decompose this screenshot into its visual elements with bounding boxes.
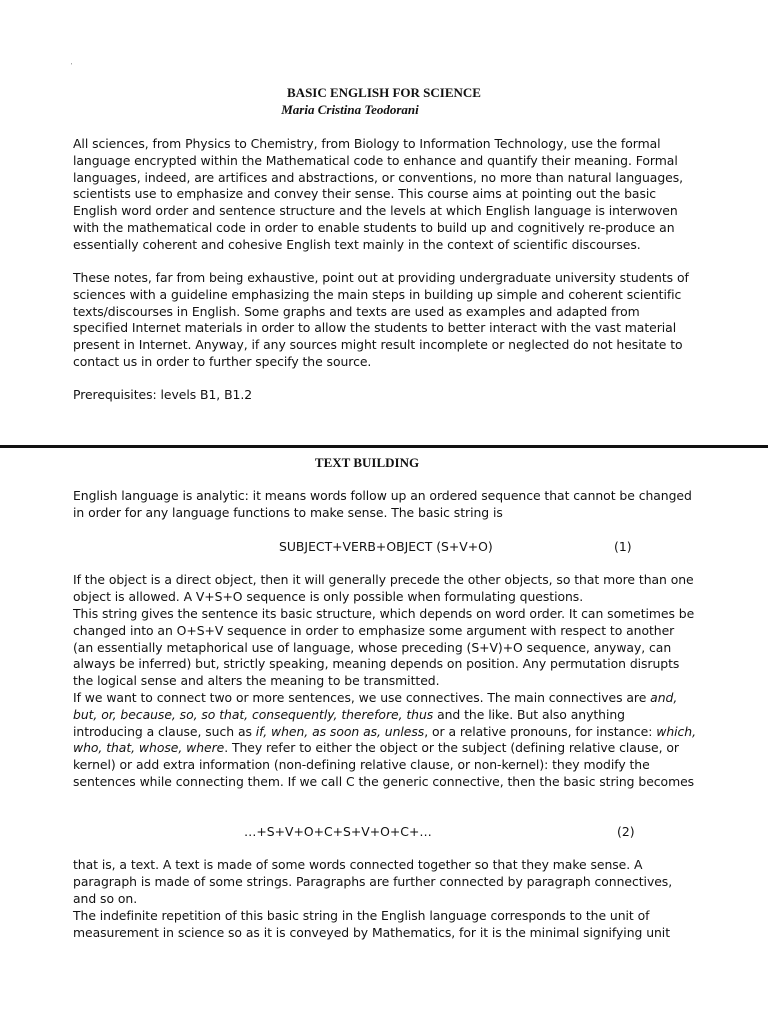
- p4-connectives: and, but, or, because, so, so that, consequently, therefore, thus: [73, 690, 678, 722]
- formula-1-number: (1): [614, 539, 632, 554]
- p4-relative-pronouns: which, who, that, whose, where: [73, 723, 696, 756]
- intro-paragraph-2: These notes, far from being exhaustive, point out at providing undergraduate university students of sciences with a guideline emphasizing the main steps in building up simple and coherent scientific texts/discourses in English. Some graphs and texts are used as examples and adapted from specified Internet materials in order to allow the students to better interact with the vast material present in Internet. Anyway, if any sources might result incomplete or neglected do not hesitate to contact us in order to further specify the source.: [73, 270, 689, 369]
- formula-1: SUBJECT+VERB+OBJECT (S+V+O): [279, 539, 493, 554]
- p4-text-g: . They refer to either the object or the subject (defining relative clause, or kernel) or add extra information (non-defining relative clause, or non-kernel): they modify the sentences while connecting them. If we call C the generic connective, then the basic string becomes: [73, 740, 695, 789]
- section-paragraph-6: The indefinite repetition of this basic string in the English language corresponds to the unit of measurement in science so as it is conveyed by Mathematics, for it is the minimal signifying unit: [73, 908, 671, 940]
- p4-text-a: If we want to connect two or more sentences, we use connectives. The main connectives are: [73, 690, 651, 705]
- p4-clause-words: if, when, as soon as, unless: [255, 723, 425, 739]
- section-paragraph-5: that is, a text. A text is made of some words connected together so that they make sense. A paragraph is made of some strings. Paragraphs are further connected by paragraph connectives, and so on.: [73, 857, 673, 906]
- section-paragraph-4: [73, 690, 698, 791]
- document-author: Maria Cristina Teodorani: [281, 102, 419, 117]
- prerequisites: Prerequisites: levels B1, B1.2: [73, 387, 253, 402]
- document-title: BASIC ENGLISH FOR SCIENCE: [287, 85, 481, 100]
- p4-text-e: , or a relative pronouns, for instance:: [424, 723, 657, 739]
- formula-2-number: (2): [617, 824, 635, 839]
- section-paragraph-1: English language is analytic: it means words follow up an ordered sequence that cannot be changed in order for any language functions to make sense. The basic string is: [73, 488, 692, 520]
- section-paragraph-2: If the object is a direct object, then it will generally precede the other objects, so that more than one object is allowed. A V+S+O sequence is only possible when formulating questions.: [73, 572, 694, 604]
- page-mark: ': [71, 62, 73, 70]
- formula-2: …+S+V+O+C+S+V+O+C+…: [244, 824, 432, 839]
- section-paragraph-3: This string gives the sentence its basic structure, which depends on word order. It can sometimes be changed into an O+S+V sequence in order to emphasize some argument with respect to another (an essentially metaphorical use of language, whose preceding (S+V)+O sequence, anyway, can always be inferred) but, strictly speaking, meaning depends on position. Any permutation disrupts the logical sense and alters the meaning to be transmitted.: [73, 606, 695, 689]
- p4-text-c: and the like. But also anything introducing a clause, such as: [73, 706, 625, 739]
- intro-paragraph-1: All sciences, from Physics to Chemistry, from Biology to Information Technology, use the formal language encrypted within the Mathematical code to enhance and quantify their meaning. Formal languages, indeed, are artifices and abstractions, or conventions, no more than natural languages, scientists use to emphasize and convey their sense. This course aims at pointing out the basic English word order and sentence structure and the levels at which English language is interwoven with the mathematical code in order to enable students to build up and cognitively re-produce an essentially coherent and cohesive English text mainly in the context of scientific discourses.: [73, 136, 684, 252]
- section-title: TEXT BUILDING: [314, 455, 420, 470]
- section-divider: [0, 445, 768, 448]
